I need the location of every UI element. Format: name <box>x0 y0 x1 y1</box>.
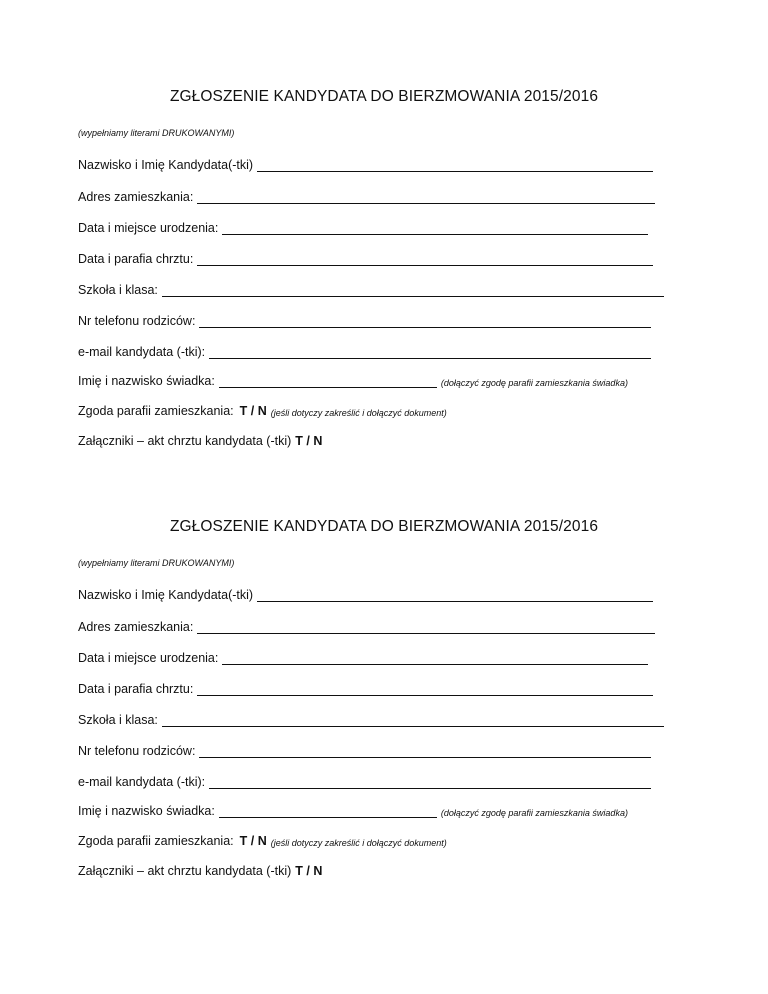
phone-label: Nr telefonu rodziców: <box>78 744 196 758</box>
form-title: ZGŁOSZENIE KANDYDATA DO BIERZMOWANIA 2015/2016 <box>169 518 599 535</box>
witness-row <box>78 370 628 388</box>
attachments-label: Załączniki – akt chrztu kandydata (-tki) <box>78 434 292 448</box>
candidate-name-label: Nazwisko i Imię Kandydata(-tki) <box>78 588 254 602</box>
witness-line[interactable] <box>219 805 437 818</box>
school-line[interactable] <box>162 284 664 297</box>
baptism-label: Data i parafia chrztu: <box>78 682 194 696</box>
consent-row <box>78 400 447 418</box>
candidate-name-row <box>78 584 653 602</box>
form-instruction-note: (wypełniamy literami DRUKOWANYMI) <box>78 558 235 568</box>
attachments-choice[interactable]: T / N <box>295 864 323 878</box>
birth-label: Data i miejsce urodzenia: <box>78 651 219 665</box>
baptism-label: Data i parafia chrztu: <box>78 252 194 266</box>
school-row <box>78 279 664 297</box>
email-label: e-mail kandydata (-tki): <box>78 345 206 359</box>
phone-row <box>78 740 651 758</box>
consent-choice[interactable]: T / N <box>239 834 267 848</box>
school-label: Szkoła i klasa: <box>78 283 158 297</box>
consent-row <box>78 830 447 848</box>
attachments-label: Załączniki – akt chrztu kandydata (-tki) <box>78 864 292 878</box>
school-row <box>78 709 664 727</box>
phone-line[interactable] <box>199 315 651 328</box>
candidate-name-row <box>78 154 653 172</box>
email-label: e-mail kandydata (-tki): <box>78 775 206 789</box>
birth-label: Data i miejsce urodzenia: <box>78 221 219 235</box>
email-line[interactable] <box>209 346 651 359</box>
witness-label: Imię i nazwisko świadka: <box>78 804 215 818</box>
consent-label: Zgoda parafii zamieszkania: <box>78 404 234 418</box>
attachments-row <box>78 860 322 878</box>
witness-label: Imię i nazwisko świadka: <box>78 374 215 388</box>
address-row <box>78 186 655 204</box>
address-label: Adres zamieszkania: <box>78 190 194 204</box>
phone-row <box>78 310 651 328</box>
baptism-row <box>78 678 653 696</box>
phone-line[interactable] <box>199 745 651 758</box>
email-line[interactable] <box>209 776 651 789</box>
witness-note: (dołączyć zgodę parafii zamieszkania świadka) <box>440 378 628 388</box>
phone-label: Nr telefonu rodziców: <box>78 314 196 328</box>
attachments-row <box>78 430 322 448</box>
address-label: Adres zamieszkania: <box>78 620 194 634</box>
birth-row <box>78 647 648 665</box>
school-line[interactable] <box>162 714 664 727</box>
baptism-row <box>78 248 653 266</box>
birth-line[interactable] <box>222 222 648 235</box>
consent-note: (jeśli dotyczy zakreślić i dołączyć dokument) <box>270 408 447 418</box>
consent-note: (jeśli dotyczy zakreślić i dołączyć dokument) <box>270 838 447 848</box>
form-instruction-note: (wypełniamy literami DRUKOWANYMI) <box>78 128 235 138</box>
candidate-name-line[interactable] <box>257 589 653 602</box>
consent-label: Zgoda parafii zamieszkania: <box>78 834 234 848</box>
candidate-name-label: Nazwisko i Imię Kandydata(-tki) <box>78 158 254 172</box>
consent-choice[interactable]: T / N <box>239 404 267 418</box>
candidate-name-line[interactable] <box>257 159 653 172</box>
witness-note: (dołączyć zgodę parafii zamieszkania świadka) <box>440 808 628 818</box>
form-title: ZGŁOSZENIE KANDYDATA DO BIERZMOWANIA 2015/2016 <box>169 88 599 105</box>
address-line[interactable] <box>197 621 655 634</box>
birth-row <box>78 217 648 235</box>
address-row <box>78 616 655 634</box>
attachments-choice[interactable]: T / N <box>295 434 323 448</box>
baptism-line[interactable] <box>197 683 653 696</box>
school-label: Szkoła i klasa: <box>78 713 158 727</box>
birth-line[interactable] <box>222 652 648 665</box>
address-line[interactable] <box>197 191 655 204</box>
witness-line[interactable] <box>219 375 437 388</box>
email-row <box>78 341 651 359</box>
witness-row <box>78 800 628 818</box>
baptism-line[interactable] <box>197 253 653 266</box>
email-row <box>78 771 651 789</box>
